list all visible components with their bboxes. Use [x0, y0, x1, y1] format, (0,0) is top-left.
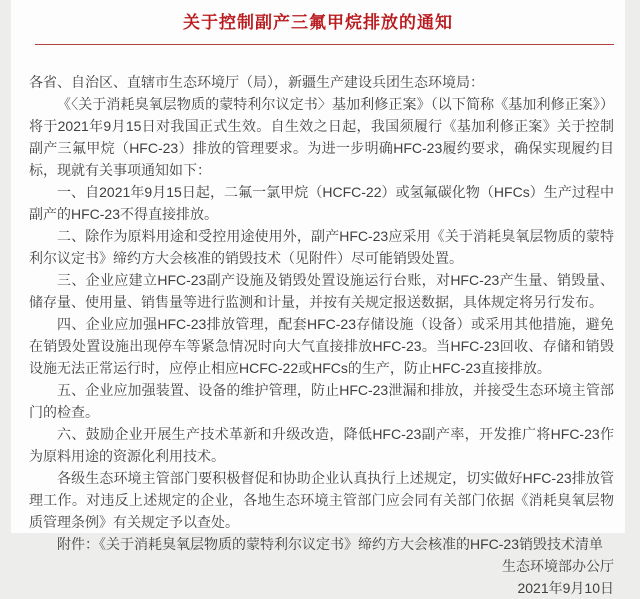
attachment-line: 附件：《关于消耗臭氧层物质的蒙特利尔议定书》缔约方大会核准的HFC-23销毁技术清单	[57, 536, 604, 552]
paragraph-intro: 《〈关于消耗臭氧层物质的蒙特利尔议定书〉基加利修正案》（以下简称《基加利修正案》）将于2021年9月15日对我国正式生效。自生效之日起，我国须履行《基加利修正案》关于控制副产三氟甲烷（HFC-23）排放的管理要求。为进一步明确HFC-23履约要求，确保实现履约目标，现就有关事项通知如下：	[29, 96, 614, 178]
paragraph-item-1: 一、自2021年9月15日起，二氟一氯甲烷（HCFC-22）或氢氟碳化物（HFCs）生产过程中副产的HFC-23不得直接排放。	[29, 184, 614, 222]
paragraph-item-4: 四、企业应加强HFC-23排放管理，配套HFC-23存储设施（设备）或采用其他措施，避免在销毁处置设施出现停车等紧急情况时向大气直接排放HFC-23。当HFC-23回收、存储和销毁设施无法正常运行时，应停止相应HCFC-22或HFCs的生产，防止HFC-23直接排放。	[29, 316, 614, 376]
paragraph-item-3: 三、企业应建立HFC-23副产设施及销毁处置设施运行台账，对HFC-23产生量、销毁量、储存量、使用量、销售量等进行监测和计量，并按有关规定报送数据，具体规定将另行发布。	[29, 272, 614, 310]
issue-date: 2021年9月10日	[517, 580, 614, 596]
paragraph-item-2: 二、除作为原料用途和受控用途使用外，副产HFC-23应采用《关于消耗臭氧层物质的蒙特利尔议定书》缔约方大会核准的销毁技术（见附件）尽可能销毁处置。	[29, 228, 614, 266]
paragraph-item-6: 六、鼓励企业开展生产技术革新和升级改造，降低HFC-23副产率，开发推广将HFC-23作为原料用途的资源化利用技术。	[29, 426, 614, 464]
notice-document	[11, 0, 625, 596]
paragraph-item-5: 五、企业应加强装置、设备的维护管理，防止HFC-23泄漏和排放，并接受生态环境主管部门的检查。	[29, 382, 614, 420]
paragraph-closing: 各级生态环境主管部门要积极督促和协助企业认真执行上述规定，切实做好HFC-23排放管理工作。对违反上述规定的企业，各地生态环境主管部门应会同有关部门依据《消耗臭氧层物质管理条例》有关规定予以查处。	[29, 470, 614, 530]
issuer-signature: 生态环境部办公厅	[502, 558, 614, 574]
addressee-line: 各省、自治区、直辖市生态环境厅（局），新疆生产建设兵团生态环境局：	[29, 74, 484, 90]
page-title: 关于控制副产三氟甲烷排放的通知	[183, 13, 453, 32]
notice-body	[11, 45, 625, 599]
